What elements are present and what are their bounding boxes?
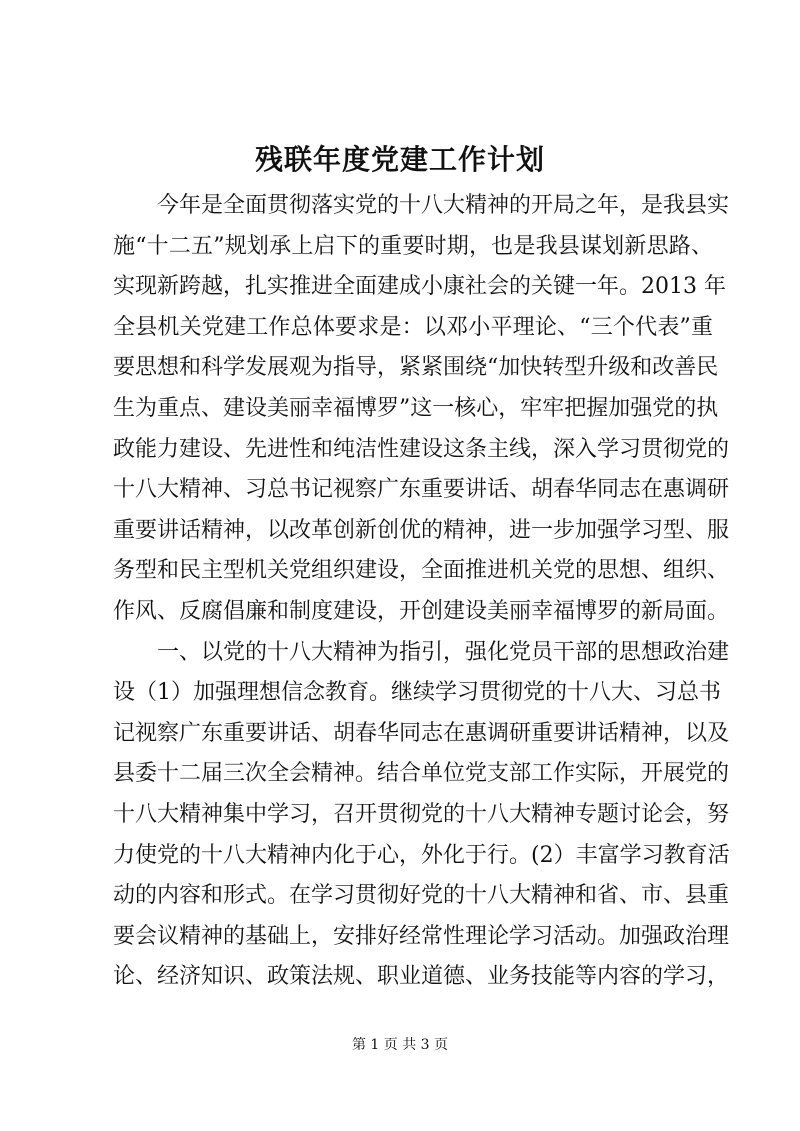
body-line: 重要讲话精神，以改革创新创优的精神，进一步加强学习型、服	[113, 517, 730, 543]
body-line: 动的内容和形式。在学习贯彻好党的十八大精神和省、市、县重	[113, 883, 730, 909]
body-line: 今年是全面贯彻落实党的十八大精神的开局之年，是我县实	[113, 193, 730, 218]
body-line: 力使党的十八大精神内化于心，外化于行。(2）丰富学习教育活	[113, 842, 730, 868]
body-line: 作风、反腐倡廉和制度建设，开创建设美丽幸福博罗的新局面。	[113, 598, 730, 624]
body-line: 实现新跨越，扎实推进全面建成小康社会的关键一年。2013 年	[113, 274, 726, 300]
body-line: 一、以党的十八大精神为指引，强化党员干部的思想政治建	[113, 639, 730, 665]
body-line: 务型和民主型机关党组织建设，全面推进机关党的思想、组织、	[113, 558, 730, 584]
document-title: 残联年度党建工作计划	[254, 143, 545, 176]
body-line: 县委十二届三次全会精神。结合单位党支部工作实际，开展党的	[113, 761, 730, 787]
body-line: 全县机关党建工作总体要求是：以邓小平理论、“三个代表”重	[113, 314, 713, 340]
body-line: 设（1）加强理想信念教育。继续学习贯彻党的十八大、习总书	[113, 680, 721, 706]
body-line: 论、经济知识、政策法规、职业道德、业务技能等内容的学习，	[113, 964, 730, 990]
document-body	[113, 186, 730, 998]
body-line: 十八大精神集中学习，召开贯彻党的十八大精神专题讨论会，努	[113, 801, 730, 827]
body-line: 政能力建设、先进性和纯洁性建设这条主线，深入学习贯彻党的	[113, 436, 730, 462]
body-line: 施“十二五”规划承上启下的重要时期，也是我县谋划新思路、	[113, 233, 713, 259]
page-number-footer: 第 1 页 共 3 页	[351, 1037, 449, 1053]
body-line: 要思想和科学发展观为指导，紧紧围绕“加快转型升级和改善民	[113, 355, 719, 381]
body-line: 记视察广东重要讲话、胡春华同志在惠调研重要讲话精神，以及	[113, 720, 730, 746]
body-line: 十八大精神、习总书记视察广东重要讲话、胡春华同志在惠调研	[113, 477, 730, 503]
body-line: 生为重点、建设美丽幸福博罗”这一核心，牢牢把握加强党的执	[113, 395, 719, 421]
body-line: 要会议精神的基础上，安排好经常性理论学习活动。加强政治理	[113, 923, 730, 949]
